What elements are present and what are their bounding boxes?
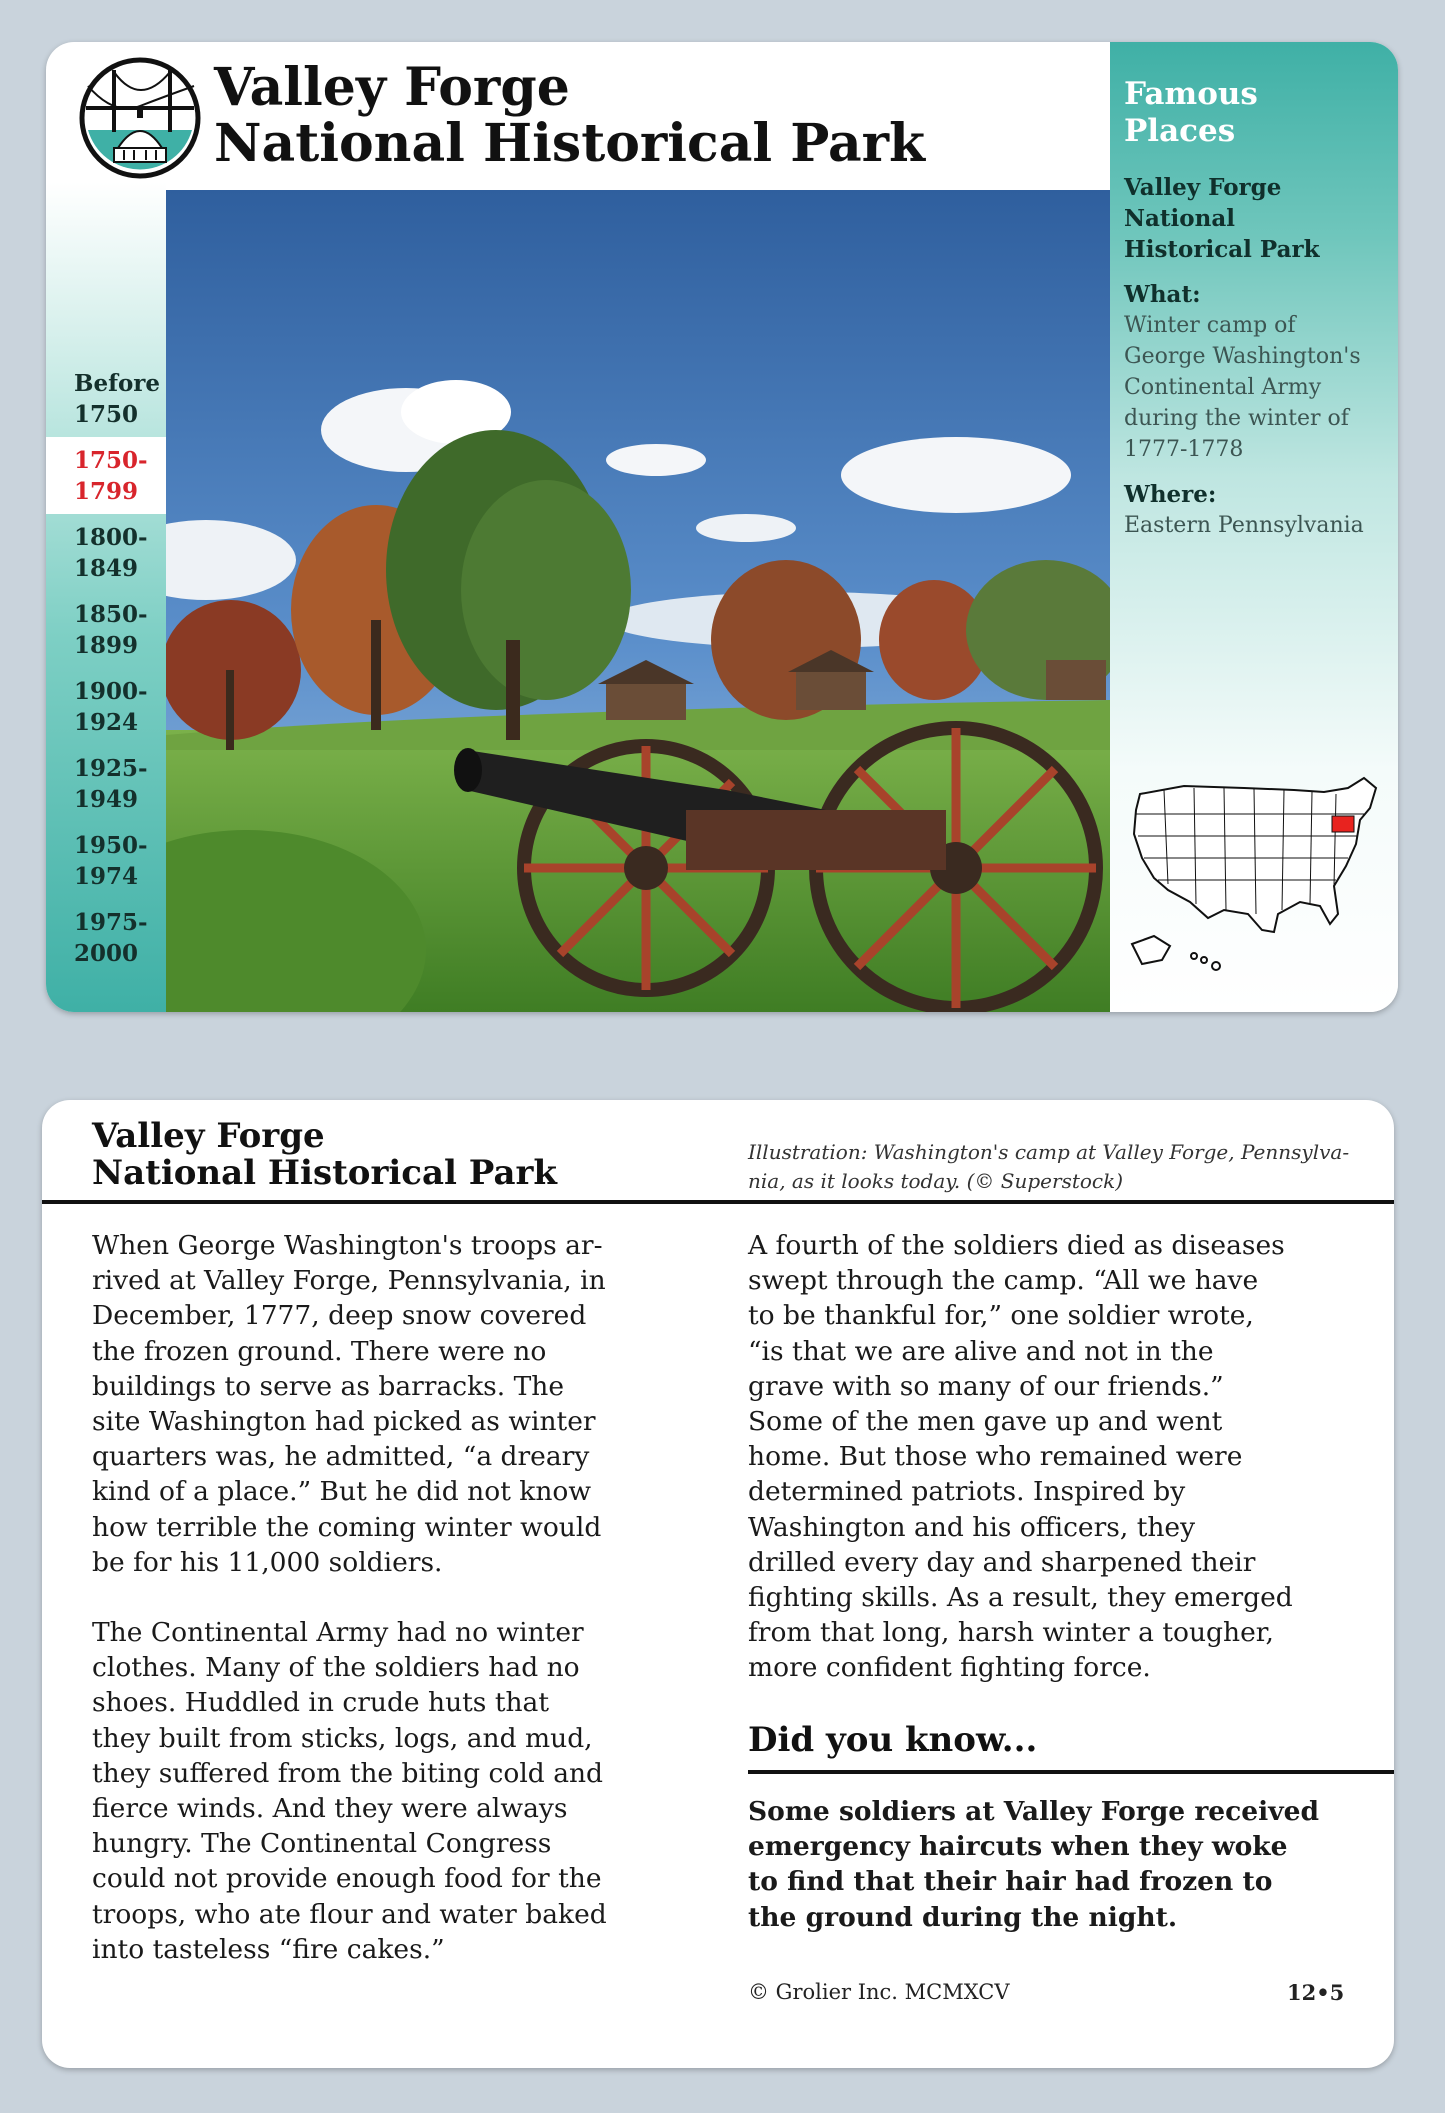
timeline-item-active: 1750- 1799 <box>46 437 166 514</box>
did-you-know-divider <box>748 1770 1394 1774</box>
us-map-icon <box>1124 774 1386 974</box>
card-number: 12•5 <box>1287 1980 1345 2005</box>
did-you-know-heading: Did you know... <box>748 1720 1038 1760</box>
timeline-item: 1975- 2000 <box>74 909 148 967</box>
bridge-and-dome-logo-icon <box>78 56 202 180</box>
timeline-item: 1925- 1949 <box>74 755 148 813</box>
fact-sidebar <box>1124 76 1394 541</box>
timeline-item: 1950- 1974 <box>74 832 148 890</box>
timeline-item: 1800- 1849 <box>74 524 148 582</box>
front-title-line1: Valley Forge <box>214 57 570 118</box>
timeline-item: 1850- 1899 <box>74 601 148 659</box>
where-label: Where: <box>1124 481 1217 508</box>
front-card <box>46 42 1398 1012</box>
front-title <box>214 57 1094 174</box>
header-divider <box>42 1200 1394 1204</box>
era-timeline <box>46 360 166 976</box>
article-paragraph: When George Washington's troops ar- rived at Valley Forge, Pennsylvania, in December, 1777, deep snow covered the frozen ground. There were no buildings to serve as barracks. The site Washington had picked as winter quarters was, he admitted, “a dreary kind of a place.” But he did not know how terrible the coming winter would be for his 11,000 soldiers. <box>92 1230 606 1578</box>
article-left-column <box>92 1228 702 2002</box>
copyright-notice: © Grolier Inc. MCMXCV <box>748 1980 1010 2004</box>
illustration-caption: Illustration: Washington's camp at Valley Forge, Pennsylva- nia, as it looks today. (© Superstock) <box>748 1140 1350 1193</box>
what-label: What: <box>1124 281 1201 308</box>
valley-forge-cannon-photo <box>166 190 1110 1012</box>
timeline-item: 1900- 1924 <box>74 678 148 736</box>
category-label: Famous Places <box>1124 76 1258 149</box>
place-name: Valley Forge National Historical Park <box>1124 174 1320 263</box>
article-paragraph: A fourth of the soldiers died as diseases swept through the camp. “All we have to be thankful for,” one soldier wrote, “is that we are alive and not in the grave with so many of our friends.” Some of the men gave up and went home. But those who remained were determined patriots. Inspired by Washington and his officers, they drilled every day and sharpened their fighting skills. As a result, they emerged from that long, harsh winter a tougher, more confident fighting force. <box>748 1230 1293 1684</box>
where-text: Eastern Pennsylvania <box>1124 513 1364 538</box>
back-title: Valley Forge National Historical Park <box>92 1116 557 1193</box>
what-text: Winter camp of George Washington's Continental Army during the winter of 1777-1778 <box>1124 313 1361 462</box>
did-you-know-text: Some soldiers at Valley Forge received emergency haircuts when they woke to find that their hair had frozen to the ground during the night. <box>748 1796 1320 1933</box>
timeline-item: Before 1750 <box>74 370 161 428</box>
front-title-line2: National Historical Park <box>214 113 926 174</box>
back-card <box>42 1100 1394 2068</box>
article-right-column <box>748 1228 1358 1721</box>
article-paragraph: The Continental Army had no winter clothes. Many of the soldiers had no shoes. Huddled in crude huts that they built from sticks, logs, and mud, they suffered from the biting cold and fierce winds. And they were always hungry. The Continental Congress could not provide enough food for the troops, who ate flour and water baked into tasteless “fire cakes.” <box>92 1617 607 1965</box>
